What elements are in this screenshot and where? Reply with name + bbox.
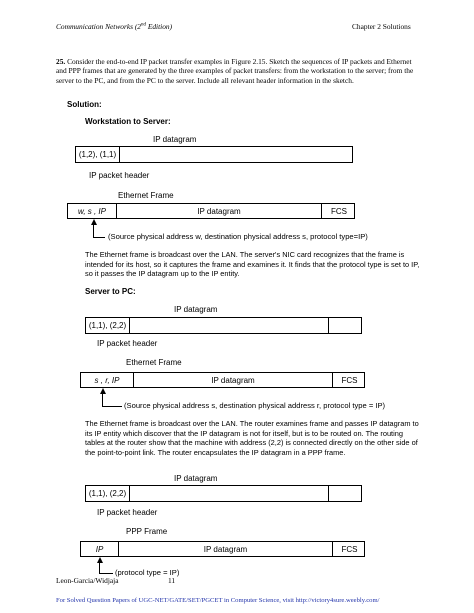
ip-datagram-label: IP datagram [174,305,218,314]
ip-payload-cell [130,486,329,501]
arrow-head [100,388,106,394]
section-title-server-pc: Server to PC: [85,287,136,296]
arrow-stem [93,224,94,238]
arrow-head [97,557,103,563]
footer-page-number: 11 [168,576,176,585]
ip-datagram-box [85,485,362,502]
header-chapter: Chapter 2 Solutions [352,22,411,31]
solution-label: Solution: [67,100,102,109]
ip-datagram-label: IP datagram [153,135,197,144]
paragraph-server-pc: The Ethernet frame is broadcast over the LAN. The router examines frame and passes IP datagram to its IP entity which discover that the IP datagram is not for itself, but is to be routed on. The routing tables at the router show that the machine with address (2,2) is connected directly on the other side of the point-to-point link. The router encapsulates the IP datagram in a PPP frame. [85,419,419,457]
ip-header-cell: (1,1), (2,2) [86,318,130,333]
ip-payload-cell [130,318,329,333]
ip-header-cell: (1,1), (2,2) [86,486,130,501]
arrow-leader [99,573,113,574]
ip-datagram-box [85,317,362,334]
eth-fcs-cell: FCS [331,206,347,216]
ppp-frame-label: PPP Frame [126,527,168,536]
section-title-ws-server: Workstation to Server: [85,117,171,126]
ip-datagram-box [75,146,353,163]
arrow-leader [93,237,105,238]
ip-header-cell: (1,2), (1,1) [76,147,120,162]
arrow-stem [102,393,103,407]
eth-fcs-cell: FCS [341,375,358,385]
ethernet-frame-label: Ethernet Frame [118,191,174,200]
arrow-head [91,219,97,225]
footer-author: Leon-Garcia/Widjaja [56,576,119,585]
ppp-payload-cell: IP datagram [119,542,333,556]
ethernet-frame-box [80,372,365,388]
paragraph-ws-server: The Ethernet frame is broadcast over the LAN. The server's NIC card recognizes that the frame is intended for its host, so it captures the frame and examines it. It finds that the protocol type is set to IP, so it passes the IP datagram up to the IP entity. [85,250,420,279]
arrow-leader [102,406,122,407]
ip-header-caption: IP packet header [97,339,158,348]
eth-header-cell: s , r, IP [81,373,134,387]
ethernet-frame-box [67,203,355,219]
ppp-header-cell: IP [81,542,119,556]
ppp-fcs-cell: FCS [341,544,358,554]
eth-payload-cell: IP datagram [134,373,333,387]
ethernet-annotation: (Source physical address s, destination physical address r, protocol type = IP) [124,401,386,410]
ip-header-caption: IP packet header [97,508,158,517]
question-text: 25. Consider the end-to-end IP packet transfer examples in Figure 2.15. Sketch the sequences of IP packets and Ethernet and PPP frames that are generated by the three examples of packet transfers: from the workstation to the server; from the server to the PC, and from the PC to the server. Include all relevant header information in the sketch. [56,57,414,85]
eth-payload-cell: IP datagram [117,204,322,218]
ip-datagram-label: IP datagram [174,474,218,483]
footer-link[interactable]: For Solved Question Papers of UGC-NET/GATE/SET/PGCET in Computer Science, visit http://victory4sure.weebly.com/ [56,597,380,604]
ppp-frame-box [80,541,365,557]
header-book-title: Communication Networks (2nd Edition) [56,22,173,31]
eth-header-cell: w, s , IP [68,204,117,218]
ip-header-caption: IP packet header [89,171,150,180]
ppp-annotation: (protocol type = IP) [115,568,180,577]
ethernet-frame-label: Ethernet Frame [126,358,182,367]
ethernet-annotation: (Source physical address w, destination physical address s, protocol type=IP) [108,232,368,241]
